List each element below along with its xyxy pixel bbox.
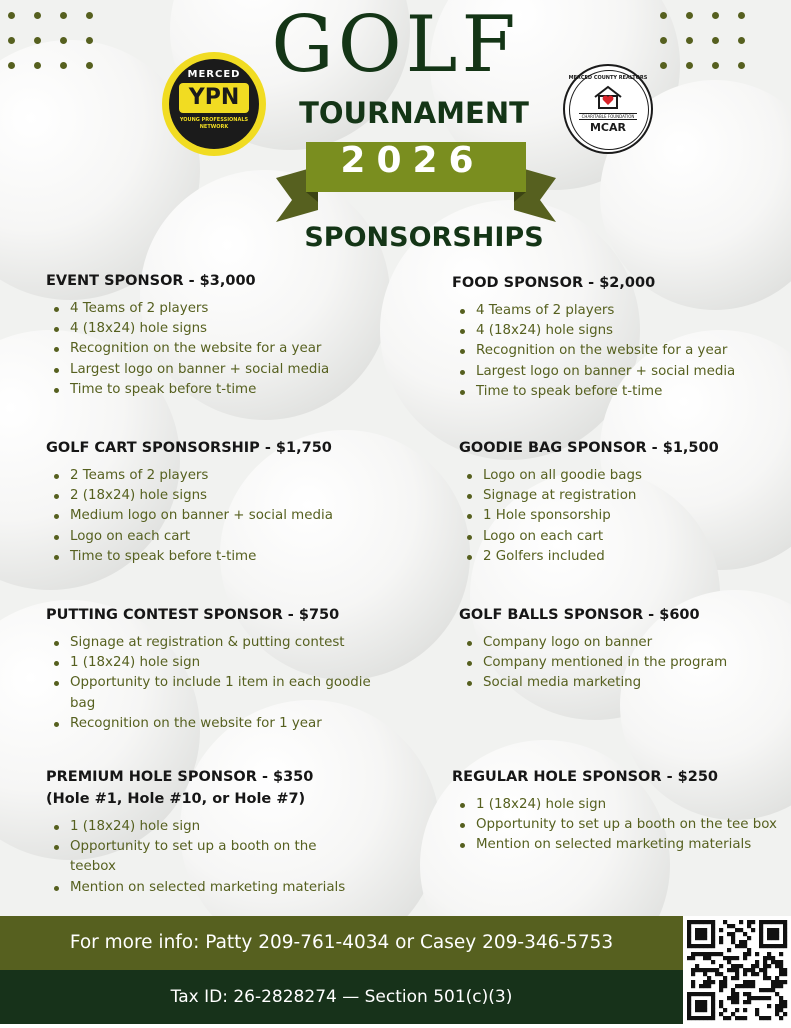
list-item: 2 Golfers included — [483, 547, 719, 567]
contact-info-bar: For more info: Patty 209-761-4034 or Casey 209-346-5753 — [0, 916, 683, 970]
list-item: Recognition on the website for a year — [70, 339, 329, 359]
list-item: Logo on each cart — [483, 527, 719, 547]
mcar-logo-name: MCAR — [589, 121, 626, 134]
list-item: Logo on all goodie bags — [483, 466, 719, 486]
golf-cart-sponsor-title: GOLF CART SPONSORSHIP - $1,750 — [46, 440, 332, 456]
list-item: 4 Teams of 2 players — [70, 299, 329, 319]
list-item: 4 (18x24) hole signs — [70, 319, 329, 339]
premium-hole-sponsor-subtitle: (Hole #1, Hole #10, or Hole #7) — [46, 791, 306, 807]
page-subtitle: TOURNAMENT — [299, 96, 529, 130]
list-item: 1 (18x24) hole sign — [70, 653, 386, 673]
ypn-logo-sub: YOUNG PROFESSIONALS NETWORK — [179, 117, 249, 130]
putting-contest-sponsor-section — [46, 604, 386, 734]
goodie-bag-sponsor-section — [459, 437, 719, 567]
mcar-logo-top: MERCED COUNTY REALTORS — [568, 75, 648, 81]
list-item: 1 Hole sponsorship — [483, 506, 719, 526]
list-item: Company logo on banner — [483, 633, 727, 653]
list-item: Opportunity to include 1 item in each goodie bag — [70, 673, 386, 713]
food-sponsor-title: FOOD SPONSOR - $2,000 — [452, 275, 656, 291]
putting-contest-sponsor-title: PUTTING CONTEST SPONSOR - $750 — [46, 607, 340, 623]
list-item: 4 (18x24) hole signs — [476, 321, 735, 341]
ypn-logo-top: MERCED — [187, 69, 241, 80]
list-item: Logo on each cart — [70, 527, 333, 547]
golf-balls-sponsor-title: GOLF BALLS SPONSOR - $600 — [459, 607, 700, 623]
year-label: 2026 — [340, 140, 485, 181]
qr-code-icon[interactable] — [683, 916, 791, 1024]
tax-id-bar: Tax ID: 26-2828274 — Section 501(c)(3) — [0, 970, 683, 1024]
food-sponsor-section — [452, 272, 735, 402]
list-item: 1 (18x24) hole sign — [70, 817, 366, 837]
mcar-logo-band: CHARITABLE FOUNDATION — [579, 113, 637, 120]
page-title: GOLF — [271, 0, 520, 90]
list-item: Time to speak before t-time — [476, 382, 735, 402]
list-item: Time to speak before t-time — [70, 547, 333, 567]
golf-balls-sponsor-section — [459, 604, 727, 694]
regular-hole-sponsor-section — [452, 766, 786, 856]
list-item: Medium logo on banner + social media — [70, 506, 333, 526]
list-item: Social media marketing — [483, 673, 727, 693]
list-item: Largest logo on banner + social media — [476, 362, 735, 382]
list-item: 1 (18x24) hole sign — [476, 795, 786, 815]
list-item: Opportunity to set up a booth on the teebox — [70, 837, 366, 877]
section-title: SPONSORSHIPS — [304, 222, 544, 253]
list-item: Mention on selected marketing materials — [476, 835, 786, 855]
golf-cart-sponsor-section — [46, 437, 333, 567]
list-item: Signage at registration & putting contest — [70, 633, 386, 653]
event-sponsor-section — [46, 270, 329, 400]
list-item: Opportunity to set up a booth on the tee box — [476, 815, 786, 835]
goodie-bag-sponsor-title: GOODIE BAG SPONSOR - $1,500 — [459, 440, 719, 456]
list-item: Largest logo on banner + social media — [70, 360, 329, 380]
regular-hole-sponsor-title: REGULAR HOLE SPONSOR - $250 — [452, 769, 719, 785]
list-item: Recognition on the website for a year — [476, 341, 735, 361]
list-item: Signage at registration — [483, 486, 719, 506]
premium-hole-sponsor-section — [46, 766, 366, 898]
list-item: 4 Teams of 2 players — [476, 301, 735, 321]
list-item: Recognition on the website for 1 year — [70, 714, 386, 734]
event-sponsor-title: EVENT SPONSOR - $3,000 — [46, 273, 256, 289]
ypn-logo-main: YPN — [179, 83, 249, 113]
list-item: Time to speak before t-time — [70, 380, 329, 400]
list-item: Mention on selected marketing materials — [70, 878, 366, 898]
list-item: 2 Teams of 2 players — [70, 466, 333, 486]
list-item: Company mentioned in the program — [483, 653, 727, 673]
premium-hole-sponsor-title: PREMIUM HOLE SPONSOR - $350 — [46, 769, 314, 785]
list-item: 2 (18x24) hole signs — [70, 486, 333, 506]
